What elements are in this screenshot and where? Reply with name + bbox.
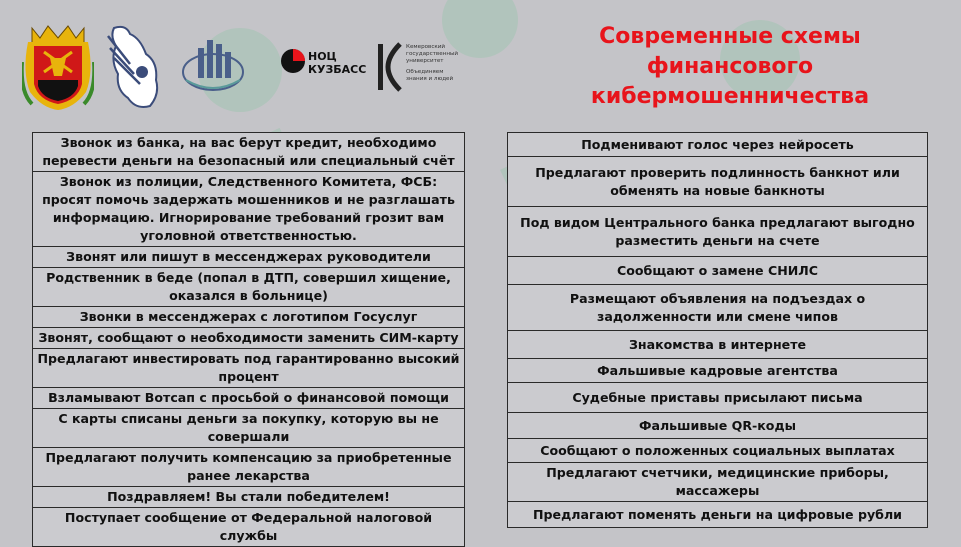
table-row bbox=[33, 487, 465, 508]
partner-logos bbox=[22, 22, 492, 112]
scheme-cell: Родственник в беде (попал в ДТП, совершил хищение, оказался в больнице) bbox=[33, 268, 465, 307]
institute-logo-icon bbox=[180, 34, 246, 98]
scheme-cell: Предлагают поменять деньги на цифровые рубли bbox=[508, 502, 928, 528]
scheme-cell: С карты списаны деньги за покупку, которую вы не совершали bbox=[33, 409, 465, 448]
scheme-cell: Звонок из банка, на вас берут кредит, необходимо перевести деньги на безопасный или специальный счёт bbox=[33, 133, 465, 172]
scheme-cell: Судебные приставы присылают письма bbox=[508, 383, 928, 413]
table-row bbox=[508, 207, 928, 257]
table-row bbox=[508, 133, 928, 157]
table-row bbox=[508, 502, 928, 528]
scheme-cell: Взламывают Вотсап с просьбой о финансовой помощи bbox=[33, 388, 465, 409]
scheme-cell: Звонят или пишут в мессенджерах руководители bbox=[33, 247, 465, 268]
table-row bbox=[508, 383, 928, 413]
scheme-cell: Поступает сообщение от Федеральной налоговой службы bbox=[33, 508, 465, 547]
scheme-cell: Размещают объявления на подъездах о задолженности или смене чипов bbox=[508, 285, 928, 331]
right-schemes-table bbox=[507, 132, 928, 528]
table-row bbox=[508, 439, 928, 463]
kemsu-line-3: университет bbox=[406, 58, 444, 64]
table-row bbox=[33, 349, 465, 388]
table-row bbox=[33, 508, 465, 547]
scheme-cell: Поздравляем! Вы стали победителем! bbox=[33, 487, 465, 508]
table-row bbox=[33, 388, 465, 409]
table-row bbox=[33, 307, 465, 328]
table-row bbox=[33, 172, 465, 247]
scheme-cell: Знакомства в интернете bbox=[508, 331, 928, 359]
kemerovo-coat-of-arms-icon bbox=[22, 22, 94, 112]
title-line-3: кибермошенничества bbox=[590, 84, 870, 109]
kemsu-label bbox=[406, 44, 458, 83]
title-line-2: финансового bbox=[646, 54, 814, 79]
kemsu-line-4: Объединяем bbox=[406, 69, 444, 75]
table-row bbox=[508, 331, 928, 359]
scheme-cell: Предлагают инвестировать под гарантированно высокий процент bbox=[33, 349, 465, 388]
table-row bbox=[33, 328, 465, 349]
noc-label-line2: КУЗБАСС bbox=[308, 63, 367, 76]
scheme-cell: Фальшивые кадровые агентства bbox=[508, 359, 928, 383]
table-row bbox=[33, 409, 465, 448]
scheme-cell: Предлагают счетчики, медицинские приборы, массажеры bbox=[508, 463, 928, 502]
table-row bbox=[33, 247, 465, 268]
table-row bbox=[508, 257, 928, 285]
scheme-cell: Сообщают о замене СНИЛС bbox=[508, 257, 928, 285]
table-row bbox=[33, 133, 465, 172]
table-row bbox=[33, 448, 465, 487]
kuzbass-map-logo-icon bbox=[106, 24, 166, 110]
scheme-cell: Предлагают получить компенсацию за приобретенные ранее лекарства bbox=[33, 448, 465, 487]
scheme-cell: Фальшивые QR-коды bbox=[508, 413, 928, 439]
page-title bbox=[530, 22, 930, 112]
table-row bbox=[508, 413, 928, 439]
scheme-cell: Под видом Центрального банка предлагают выгодно разместить деньги на счете bbox=[508, 207, 928, 257]
scheme-cell: Подменивают голос через нейросеть bbox=[508, 133, 928, 157]
kemsu-logo-icon bbox=[376, 40, 406, 94]
table-row bbox=[508, 285, 928, 331]
noc-label-line1: НОЦ bbox=[308, 50, 337, 63]
kemsu-line-2: государственный bbox=[406, 51, 459, 57]
table-row bbox=[508, 157, 928, 207]
scheme-cell: Звонки в мессенджерах с логотипом Госуслуг bbox=[33, 307, 465, 328]
kemsu-line-1: Кемеровский bbox=[406, 44, 446, 50]
table-row bbox=[508, 463, 928, 502]
noc-kuzbass-label bbox=[308, 50, 366, 76]
table-row bbox=[508, 359, 928, 383]
noc-kuzbass-logo-icon bbox=[280, 48, 306, 74]
scheme-cell: Звонят, сообщают о необходимости заменить СИМ-карту bbox=[33, 328, 465, 349]
kemsu-line-5: знания и людей bbox=[406, 76, 454, 82]
title-line-1: Современные схемы bbox=[599, 24, 861, 49]
scheme-cell: Сообщают о положенных социальных выплатах bbox=[508, 439, 928, 463]
scheme-cell: Предлагают проверить подлинность банкнот или обменять на новые банкноты bbox=[508, 157, 928, 207]
scheme-cell: Звонок из полиции, Следственного Комитета, ФСБ: просят помочь задержать мошенников и не разглашать информацию. Игнорирование требований грозит вам уголовной ответственностью. bbox=[33, 172, 465, 247]
table-row bbox=[33, 268, 465, 307]
left-schemes-table bbox=[32, 132, 465, 547]
